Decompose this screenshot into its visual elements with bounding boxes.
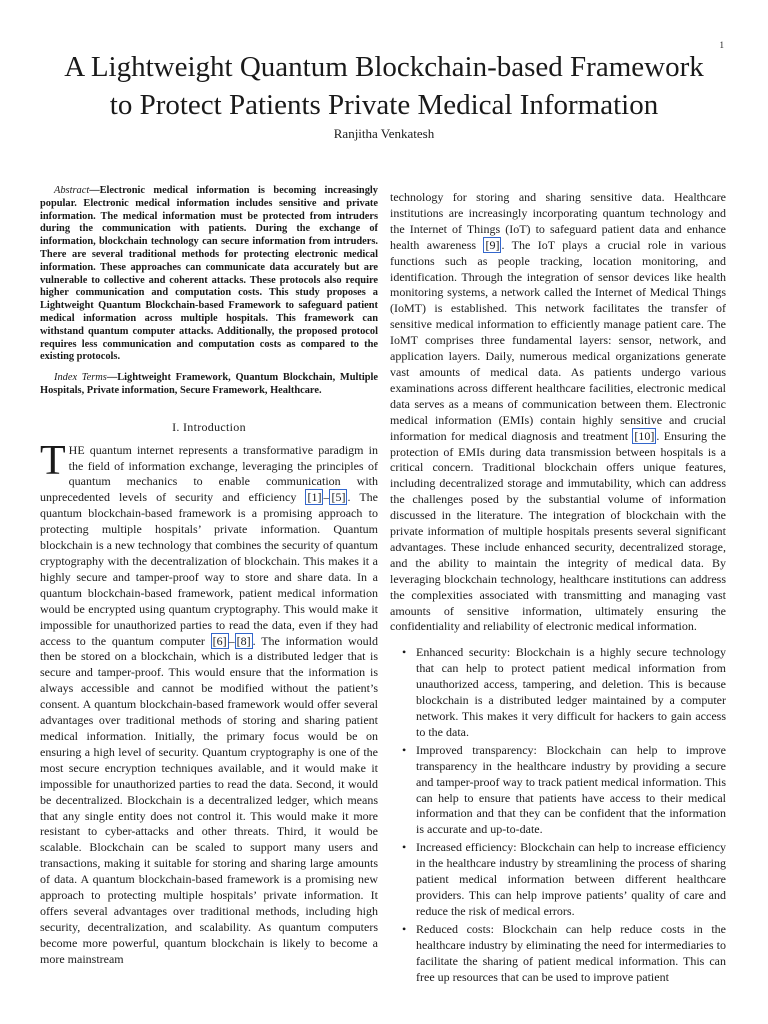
citation-link[interactable]: [6] [212,633,227,648]
bullet-icon: • [402,742,407,757]
body-text-1: technology for storing and sharing sensitive data. Healthcare institutions are increasingly incorporating quantum technology and the Internet of Things (IoT) to safeguard patient data and enhance health awareness [390,190,726,252]
citation-link[interactable]: [10] [634,428,655,443]
citation-range-dash: – [323,490,330,505]
citation-link[interactable]: [9] [485,237,500,252]
title-line-2: to Protect Patients Private Medical Information [109,89,659,121]
index-terms [40,372,378,398]
page-number: 1 [719,40,724,50]
index-terms-text: —Lightweight Framework, Quantum Blockchain, Multiple Hospitals, Private information, Secure Framework, Healthcare. [40,372,378,396]
bullet-icon: • [402,645,407,660]
body-text-3: . Ensuring the protection of EMIs during data transmission between hospitals is a critical concern. Traditional blockchain offers unique features, including decentralized storage and immutability, which can address the challenges posed by the substantial volume of information discussed in the literature. The integration of blockchain with the private information of multiple hospitals presents several significant advantages. These include enhanced security, decentralized storage, and the ability to maintain the integrity of medical data. By leveraging blockchain technology, healthcare institutions can address the complexities associated with transmitting and managing vast amounts of sensitive information, ultimately ensuring the confidentiality and reliability of electronic medical information. [390,428,726,634]
left-column [40,185,378,968]
advantages-list [390,645,726,985]
author-name: Ranjitha Venkatesh [333,126,435,141]
drop-cap: T [40,437,66,484]
index-terms-label: Index Terms [54,372,107,384]
citation-link[interactable]: [8] [236,633,251,648]
intro-text-2: . The quantum blockchain-based framework is a promising approach to protecting multiple hospitals’ private information. Quantum blockchain is a new technology that combines the security of quantum cryptography with the decentralization of blockchain. This makes it a highly secure and tamper-proof way to store and share data. In a quantum blockchain-based framework, patient medical information would be encrypted using quantum cryptography. This would make it impossible for unauthorized parties to read the data, even if they had access to the quantum computer [40,490,378,648]
right-column [390,190,726,987]
list-item [390,840,726,920]
abstract [40,185,378,364]
abstract-label: Abstract [54,185,90,196]
citation-range-dash: – [228,633,235,648]
citation-link[interactable]: [1] [307,490,322,505]
section-heading-introduction: I. Introduction [172,419,246,434]
list-item [390,743,726,838]
bullet-icon: • [402,921,407,936]
intro-text-1: HE quantum internet represents a transformative paradigm in the field of information exchange, leveraging the principles of quantum mechanics to enable communication with unprecedented levels of security and efficiency [40,442,378,505]
list-item [390,922,726,986]
list-item-text: Improved transparency: Blockchain can help to improve transparency in the healthcare industry by providing a secure and tamper-proof way to track patient medical information. This can help to ensure that patients have access to their medical information and that they can be confident that the information is accurate and up-to-date. [416,742,726,837]
list-item-text: Reduced costs: Blockchain can help reduce costs in the healthcare industry by eliminating the need for intermediaries to facilitate the sharing of patient medical information. This can free up resources that can be used to improve patient [416,921,726,984]
title-line-1: A Lightweight Quantum Blockchain-based Framework [64,51,704,83]
introduction-paragraph [40,437,378,968]
list-item-text: Enhanced security: Blockchain is a highly secure technology that can help to protect patient medical information from unauthorized access, tampering, and deletion. This is because blockchain is a distributed ledger maintained by a computer network. This makes it very difficult for hackers to gain access to the data. [416,645,726,739]
paper-title [20,48,748,124]
list-item [390,645,726,740]
list-item-text: Increased efficiency: Blockchain can help to increase efficiency in the healthcare industry by streamlining the process of sharing patient medical information between different healthcare providers. This can help improve patients’ quality of care and reduce the risk of medical errors. [416,840,726,918]
body-paragraph [390,190,726,635]
intro-text-3: . The information would then be stored on a blockchain, which is a distributed ledger that is secure and tamper-proof. This would ensure that the information is always accessible and cannot be modified without the patient’s consent. A quantum blockchain-based framework would offer several advantages over traditional methods of storing and sharing patient medical information. Initially, the primary focus would be on ensuring a high level of security. Quantum cryptography is one of the most secure encryption techniques available, and it would make it impossible for unauthorized parties to read the data. Second, it would be decentralized. Blockchain is a decentralized ledger, which means that any single entity does not control it. This would make it more resistant to cyber-attacks and other threats. Third, it would be scalable. Blockchain can be scaled to support many users and transactions, making it suitable for storing and sharing large amounts of data. A quantum blockchain-based framework is a promising new approach to protecting multiple hospitals’ private information. It offers several advantages over traditional methods, including high security, decentralization, and scalability. As quantum computers become more powerful, quantum blockchain is likely to become a more mainstream [40,633,378,966]
bullet-icon: • [402,840,407,855]
abstract-text: —Electronic medical information is becoming increasingly popular. Electronic medical information includes sensitive and private information. The medical information must be protected from intruders during the communication with patients. During the exchange of information, blockchain technology can secure information from intruders. There are several traditional methods for protecting electronic medical information. These approaches can communicate data accurately but are vulnerable to collective and coherent attacks. These protocols also require higher communication and computation costs. This study proposes a Lightweight Quantum Blockchain-based Framework to safeguard patient medical information across multiple hospitals. This framework can withstand quantum computer attacks. Additionally, the proposed protocol requires less communication and computation costs as compared to the existing protocols. [40,185,378,363]
body-text-2: . The IoT plays a crucial role in various functions such as people tracking, location monitoring, and identification. Through the integration of sensor devices like health monitoring systems, a network called the Internet of Medical Things (IoMT) is established. This network facilitates the transfer of sensitive medical information to efficiently manage patient care. The IoMT comprises three fundamental layers: sensor, network, and application layers. Daily, numerous medical organizations generate vast amounts of medical data. As patients undergo various examinations across different healthcare facilities, electronic medical data serves as a means of communication between them. Electronic medical information (EMIs) contain highly sensitive and crucial information for medical diagnosis and treatment [390,237,726,443]
citation-link[interactable]: [5] [331,490,346,505]
